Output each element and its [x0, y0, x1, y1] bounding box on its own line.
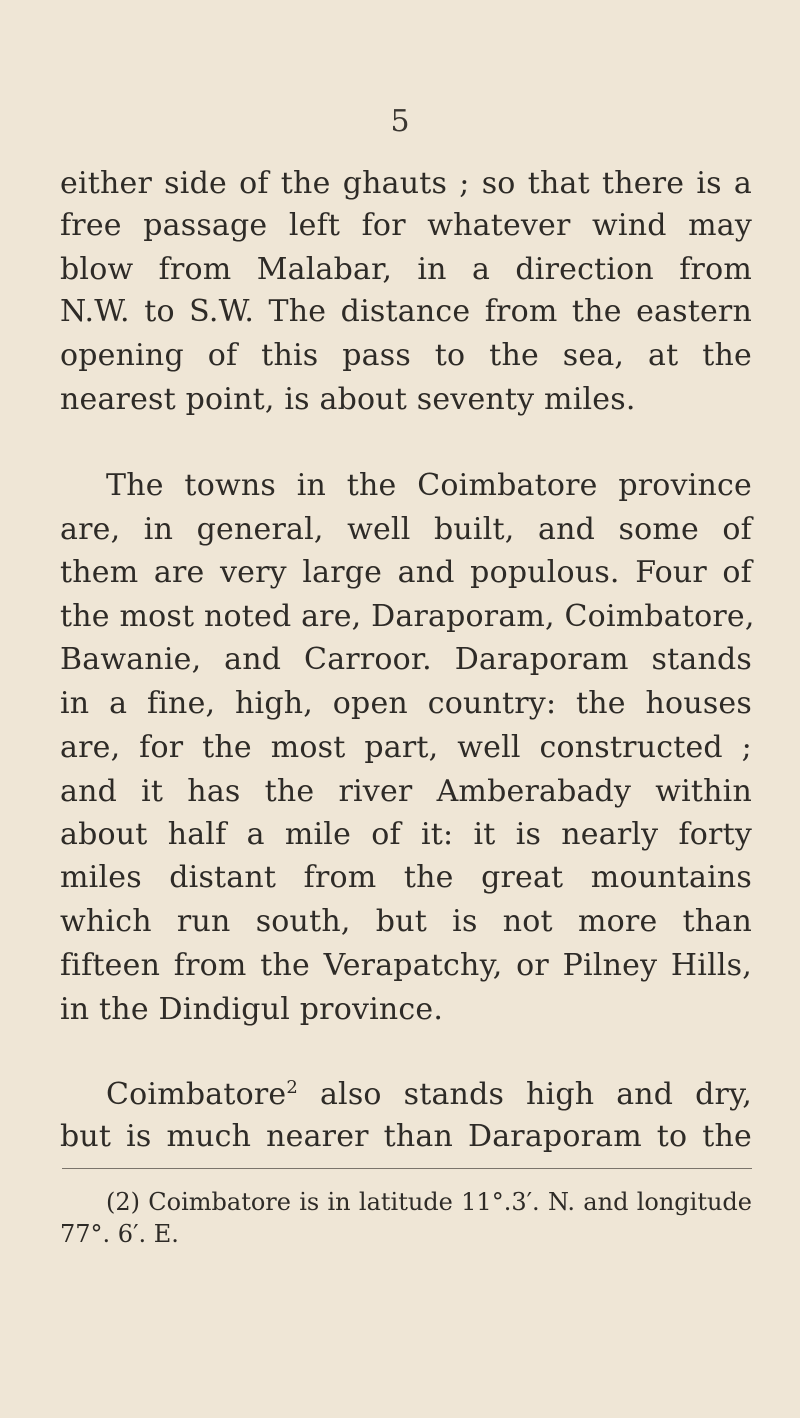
- text-span: also stands high and dry,: [298, 1077, 752, 1112]
- text-line: N.W. to S.W. The distance from the eastern: [60, 294, 752, 329]
- text-line: nearest point, is about seventy miles.: [60, 382, 636, 417]
- text-span: Coimbatore: [106, 1077, 287, 1112]
- text-line: about half a mile of it: it is nearly forty: [60, 817, 752, 852]
- text-line: [60, 1075, 752, 1115]
- footnote-marker: 2: [286, 1077, 299, 1098]
- text-line: either side of the ghauts ; so that there is a: [60, 166, 752, 201]
- text-line: fifteen from the Verapatchy, or Pilney Hills,: [60, 948, 752, 983]
- text-line: miles distant from the great mountains: [60, 860, 752, 895]
- text-line: which run south, but is not more than: [60, 904, 752, 939]
- footnote-rule: [62, 1168, 752, 1169]
- footnote-line: 77°. 6′. E.: [60, 1220, 179, 1248]
- text-line: but is much nearer than Daraporam to the: [60, 1119, 752, 1154]
- text-line: are, in general, well built, and some of: [60, 512, 752, 547]
- text-line: free passage left for whatever wind may: [60, 208, 752, 243]
- text-line: The towns in the Coimbatore province: [106, 468, 752, 503]
- text-line: blow from Malabar, in a direction from: [60, 252, 752, 287]
- text-line: opening of this pass to the sea, at the: [60, 338, 752, 373]
- text-line: in the Dindigul province.: [60, 992, 444, 1027]
- footnote-line: (2) Coimbatore is in latitude 11°.3′. N. and longitude: [106, 1188, 752, 1216]
- text-line: and it has the river Amberabady within: [60, 774, 752, 809]
- text-line: the most noted are, Daraporam, Coimbatore,: [60, 599, 755, 634]
- text-line: them are very large and populous. Four of: [60, 555, 752, 590]
- page-number: 5: [390, 104, 410, 139]
- text-line: in a fine, high, open country: the houses: [60, 686, 752, 721]
- text-line: Bawanie, and Carroor. Daraporam stands: [60, 642, 752, 677]
- text-line: are, for the most part, well constructed ;: [60, 730, 752, 765]
